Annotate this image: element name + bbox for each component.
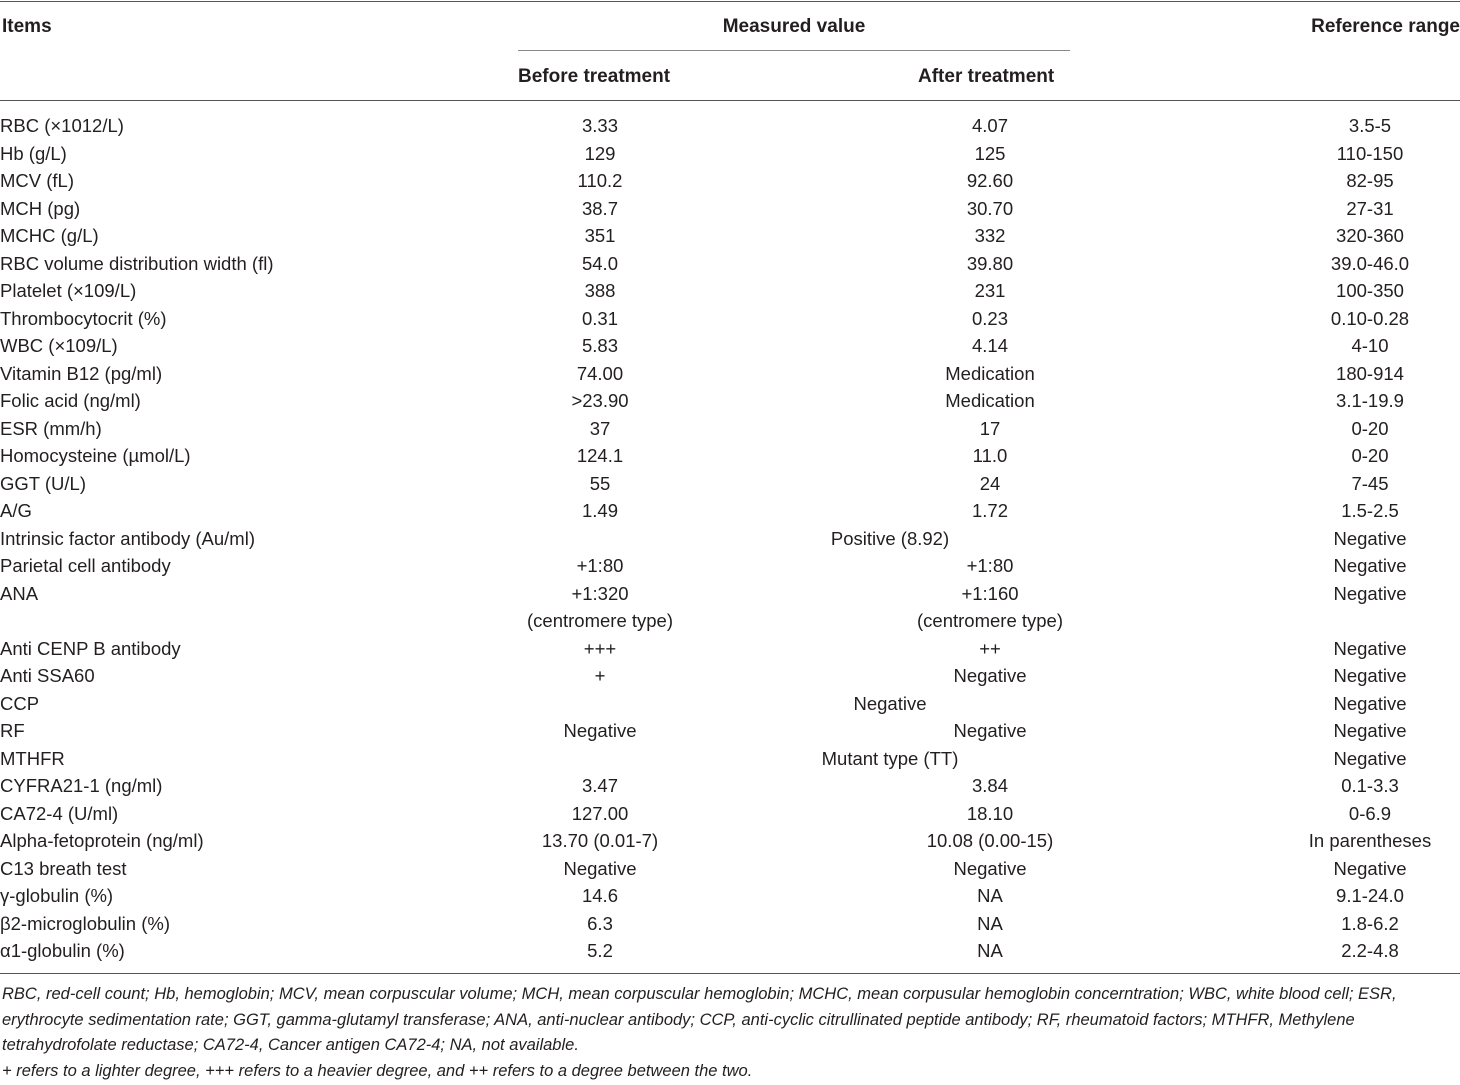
reference-range-cell: 0.10-0.28 bbox=[1330, 307, 1410, 329]
reference-range-cell: 180-914 bbox=[1336, 362, 1404, 384]
item-cell: A/G bbox=[0, 500, 32, 521]
item-cell: Anti SSA60 bbox=[0, 665, 95, 686]
after-treatment-cell: Negative bbox=[953, 720, 1027, 741]
before-treatment-cell: >23.90 bbox=[571, 390, 629, 411]
reference-range-cell: 39.0-46.0 bbox=[1330, 252, 1410, 274]
reference-range-cell: 3.1-19.9 bbox=[1336, 390, 1404, 411]
measured-value-underline bbox=[518, 50, 1070, 51]
item-cell: MCH (pg) bbox=[0, 197, 81, 219]
before-treatment-cell: 5.83 bbox=[581, 335, 618, 356]
item-cell: β2-microglobulin (%) bbox=[0, 912, 170, 934]
after-treatment-cell: NA bbox=[977, 912, 1003, 934]
after-treatment-cell: 332 bbox=[974, 225, 1006, 246]
after-treatment-cell: Negative bbox=[953, 665, 1027, 686]
before-treatment-cell: 3.47 bbox=[581, 775, 618, 796]
header-measured-value: Measured value bbox=[722, 16, 866, 37]
measured-value-merged-cell: Mutant type (TT) bbox=[821, 747, 959, 769]
after-treatment-cell: ++ bbox=[979, 637, 1001, 659]
reference-range-cell: Negative bbox=[1333, 555, 1407, 576]
before-treatment-cell: +1:320 bbox=[571, 582, 629, 604]
reference-range-cell: Negative bbox=[1333, 637, 1407, 659]
before-treatment-cell: 0.31 bbox=[581, 307, 618, 329]
table-bottom-rule bbox=[0, 973, 1460, 974]
before-treatment-cell: 1.49 bbox=[581, 500, 618, 521]
table-row bbox=[0, 442, 1460, 470]
item-cell: γ-globulin (%) bbox=[0, 885, 114, 906]
after-treatment-cell: Medication bbox=[945, 362, 1035, 384]
header-reference-range: Reference range bbox=[1311, 16, 1460, 37]
item-cell: MCHC (g/L) bbox=[0, 225, 99, 246]
item-cell: Vitamin B12 (pg/ml) bbox=[0, 362, 163, 384]
before-treatment-cell: 13.70 (0.01-7) bbox=[541, 830, 659, 851]
table-row bbox=[0, 470, 1460, 498]
after-treatment-cell: 39.80 bbox=[966, 252, 1014, 274]
item-cell: Platelet (×109/L) bbox=[0, 280, 137, 301]
table-row bbox=[0, 552, 1460, 580]
reference-range-cell: 3.5-5 bbox=[1348, 115, 1392, 136]
measured-value-merged-cell: Positive (8.92) bbox=[830, 527, 950, 549]
before-treatment-cell: 37 bbox=[589, 417, 611, 439]
after-treatment-cell: 1.72 bbox=[971, 500, 1008, 521]
table-row bbox=[0, 882, 1460, 910]
table-row bbox=[0, 360, 1460, 388]
item-cell: MTHFR bbox=[0, 747, 65, 769]
table-row bbox=[0, 800, 1460, 828]
reference-range-cell: Negative bbox=[1333, 720, 1407, 741]
before-treatment-cell: Negative bbox=[563, 857, 637, 879]
table-row bbox=[0, 525, 1460, 553]
before-treatment-cell: 38.7 bbox=[581, 197, 618, 219]
table-row bbox=[0, 277, 1460, 305]
reference-range-cell bbox=[1280, 607, 1460, 635]
table-row bbox=[0, 635, 1460, 663]
reference-range-cell: Negative bbox=[1333, 527, 1407, 549]
table-row bbox=[0, 387, 1460, 415]
after-treatment-cell: 4.14 bbox=[971, 335, 1008, 356]
header-bottom-rule bbox=[0, 100, 1460, 101]
measured-value-merged-cell: Negative bbox=[853, 692, 927, 714]
table-row bbox=[0, 745, 1460, 773]
reference-range-cell: 9.1-24.0 bbox=[1336, 885, 1404, 906]
item-cell: MCV (fL) bbox=[0, 170, 74, 191]
reference-range-cell: 4-10 bbox=[1351, 335, 1389, 356]
table-row bbox=[0, 717, 1460, 745]
before-treatment-cell: +++ bbox=[583, 637, 617, 659]
reference-range-cell: Negative bbox=[1333, 692, 1407, 714]
after-treatment-cell: 17 bbox=[979, 417, 1001, 439]
reference-range-cell: 0-6.9 bbox=[1348, 802, 1392, 824]
table-top-rule bbox=[0, 1, 1460, 2]
after-treatment-cell: +1:80 bbox=[966, 555, 1014, 576]
reference-range-cell: 0-20 bbox=[1351, 417, 1389, 439]
table-row bbox=[0, 112, 1460, 140]
reference-range-cell: 110-150 bbox=[1336, 142, 1404, 164]
table-row bbox=[0, 497, 1460, 525]
item-cell: CYFRA21-1 (ng/ml) bbox=[0, 775, 163, 796]
table-row bbox=[0, 580, 1460, 608]
after-treatment-cell: NA bbox=[977, 940, 1003, 961]
table-row bbox=[0, 250, 1460, 278]
header-items: Items bbox=[2, 16, 52, 37]
item-cell: α1-globulin (%) bbox=[0, 940, 125, 961]
header-after-treatment: After treatment bbox=[918, 66, 1055, 87]
after-treatment-cell: 92.60 bbox=[966, 170, 1014, 191]
after-treatment-cell: 24 bbox=[979, 472, 1001, 494]
after-treatment-cell: NA bbox=[977, 885, 1003, 906]
before-treatment-cell: 3.33 bbox=[581, 115, 618, 136]
before-treatment-cell: 127.00 bbox=[571, 802, 629, 824]
reference-range-cell: In parentheses bbox=[1308, 830, 1432, 851]
before-treatment-cell: 14.6 bbox=[581, 885, 618, 906]
reference-range-cell: 100-350 bbox=[1336, 280, 1404, 301]
header-before-treatment: Before treatment bbox=[518, 66, 671, 87]
reference-range-cell: Negative bbox=[1333, 857, 1407, 879]
before-treatment-cell: 124.1 bbox=[576, 445, 624, 466]
before-treatment-cell: 5.2 bbox=[587, 940, 613, 961]
table-row bbox=[0, 607, 1460, 635]
after-treatment-cell: +1:160 bbox=[961, 582, 1019, 604]
before-treatment-cell: 129 bbox=[584, 142, 616, 164]
item-cell: Thrombocytocrit (%) bbox=[0, 307, 167, 329]
reference-range-cell: 82-95 bbox=[1346, 170, 1394, 191]
item-cell: CCP bbox=[0, 692, 40, 714]
reference-range-cell: 0.1-3.3 bbox=[1341, 775, 1399, 796]
after-treatment-cell: 10.08 (0.00-15) bbox=[926, 830, 1054, 851]
item-cell: RBC (×1012/L) bbox=[0, 115, 124, 136]
before-treatment-cell: 388 bbox=[584, 280, 616, 301]
table-row bbox=[0, 937, 1460, 965]
after-treatment-cell: 125 bbox=[974, 142, 1006, 164]
reference-range-cell: Negative bbox=[1333, 747, 1407, 769]
table-row bbox=[0, 415, 1460, 443]
item-cell: ANA bbox=[0, 582, 39, 604]
before-treatment-cell: + bbox=[594, 665, 606, 686]
reference-range-cell: 1.5-2.5 bbox=[1341, 500, 1399, 521]
table-row bbox=[0, 222, 1460, 250]
table-row bbox=[0, 855, 1460, 883]
before-treatment-cell: (centromere type) bbox=[527, 610, 673, 631]
table-row bbox=[0, 772, 1460, 800]
after-treatment-cell: 0.23 bbox=[971, 307, 1008, 329]
item-cell: Hb (g/L) bbox=[0, 142, 67, 164]
item-cell: Intrinsic factor antibody (Au/ml) bbox=[0, 527, 255, 549]
table-row bbox=[0, 690, 1460, 718]
before-treatment-cell: 351 bbox=[584, 225, 616, 246]
footnote-abbreviations: RBC, red-cell count; Hb, hemoglobin; MCV, mean corpuscular volume; MCH, mean corpuscular hemoglobin; MCHC, mean corpusular hemoglobin concerntration; WBC, white blood cell; ESR, erythrocyte sedimentation rate; GGT, gamma-glutamyl transferase; ANA, anti-nuclear antibody; CCP, anti-cyclic citrullinated peptide antibody; RF, rheumatoid factors; MTHFR, Methylene tetrahydrofolate reductase; CA72-4, Cancer antigen CA72-4; NA, not available. bbox=[2, 985, 1397, 1054]
reference-range-cell: 27-31 bbox=[1346, 197, 1394, 219]
reference-range-cell: 1.8-6.2 bbox=[1341, 912, 1399, 934]
item-cell: WBC (×109/L) bbox=[0, 335, 118, 356]
before-treatment-cell: 110.2 bbox=[577, 170, 623, 191]
item-cell bbox=[0, 607, 500, 635]
after-treatment-cell: 3.84 bbox=[971, 775, 1008, 796]
reference-range-cell: 0-20 bbox=[1351, 445, 1389, 466]
after-treatment-cell: 11.0 bbox=[972, 445, 1008, 466]
table-row bbox=[0, 332, 1460, 360]
table-row bbox=[0, 662, 1460, 690]
item-cell: CA72-4 (U/ml) bbox=[0, 802, 119, 824]
item-cell: RF bbox=[0, 720, 25, 741]
before-treatment-cell: 74.00 bbox=[576, 362, 624, 384]
before-treatment-cell: Negative bbox=[563, 720, 637, 741]
after-treatment-cell: 231 bbox=[974, 280, 1006, 301]
table-row bbox=[0, 305, 1460, 333]
before-treatment-cell: 55 bbox=[589, 472, 611, 494]
footnote-degrees: + refers to a lighter degree, +++ refers to a heavier degree, and ++ refers to a degree between the two. bbox=[2, 1062, 753, 1080]
table-row bbox=[0, 827, 1460, 855]
item-cell: GGT (U/L) bbox=[0, 472, 86, 494]
reference-range-cell: 2.2-4.8 bbox=[1341, 940, 1399, 961]
reference-range-cell: Negative bbox=[1333, 582, 1407, 604]
before-treatment-cell: +1:80 bbox=[576, 555, 624, 576]
reference-range-cell: 7-45 bbox=[1351, 472, 1389, 494]
lab-results-table bbox=[0, 112, 1460, 965]
item-cell: Anti CENP B antibody bbox=[0, 637, 181, 659]
item-cell: Folic acid (ng/ml) bbox=[0, 390, 141, 411]
table-row bbox=[0, 167, 1460, 195]
after-treatment-cell: 4.07 bbox=[971, 115, 1008, 136]
after-treatment-cell: 18.10 bbox=[966, 802, 1014, 824]
reference-range-cell: 320-360 bbox=[1336, 225, 1404, 246]
after-treatment-cell: Negative bbox=[953, 857, 1027, 879]
item-cell: Homocysteine (µmol/L) bbox=[0, 445, 191, 466]
item-cell: Parietal cell antibody bbox=[0, 555, 171, 576]
table-row bbox=[0, 140, 1460, 168]
before-treatment-cell: 54.0 bbox=[581, 252, 618, 274]
after-treatment-cell: (centromere type) bbox=[917, 610, 1063, 631]
after-treatment-cell: 30.70 bbox=[966, 197, 1014, 219]
item-cell: C13 breath test bbox=[0, 857, 127, 879]
table-row bbox=[0, 195, 1460, 223]
item-cell: ESR (mm/h) bbox=[0, 417, 102, 439]
after-treatment-cell: Medication bbox=[945, 390, 1035, 411]
before-treatment-cell: 6.3 bbox=[587, 912, 613, 934]
item-cell: Alpha-fetoprotein (ng/ml) bbox=[0, 830, 204, 851]
table-row bbox=[0, 910, 1460, 938]
reference-range-cell: Negative bbox=[1333, 665, 1407, 686]
item-cell: RBC volume distribution width (fl) bbox=[0, 252, 274, 274]
